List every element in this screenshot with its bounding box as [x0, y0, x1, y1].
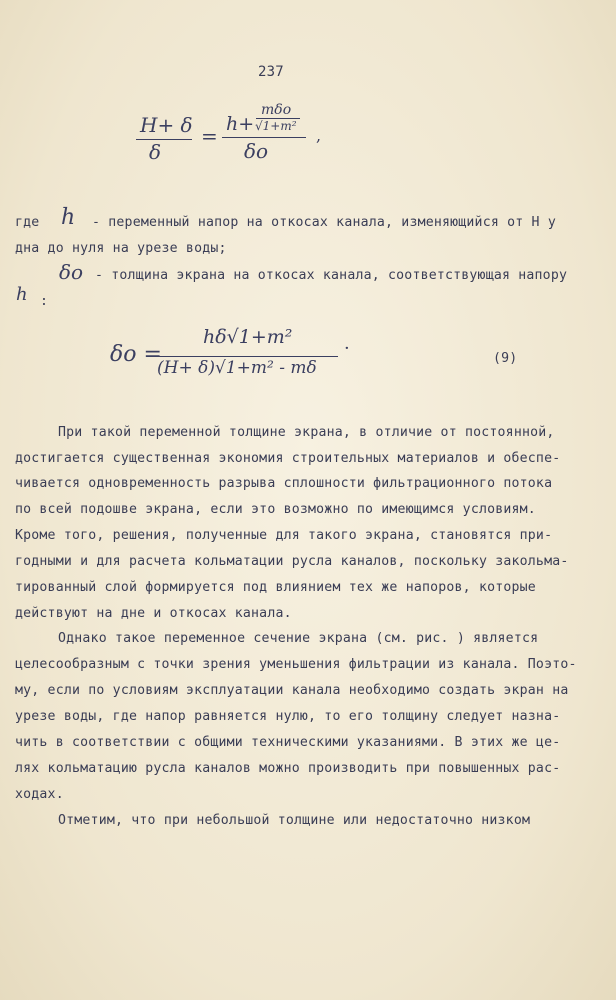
- p1-line: достигается существенная экономия строительных материалов и обеспе-: [15, 451, 561, 466]
- symbol-h-2: h: [16, 284, 28, 305]
- definition-delta0-colon: :: [40, 294, 49, 309]
- p1-line: При такой переменной толщине экрана, в отличие от постоянной,: [58, 425, 555, 440]
- formula2-denominator: (H+ δ)√1+m² - mδ: [157, 358, 317, 378]
- p2-line: урезе воды, где напор равняется нулю, то его толщину следует назна-: [15, 709, 561, 724]
- page-number: 237: [258, 64, 284, 80]
- p1-line: годными и для расчета кольматации русла каналов, поскольку закольма-: [15, 554, 569, 569]
- formula1-lhs-numerator: H+ δ: [140, 113, 193, 137]
- p2-line: Однако такое переменное сечение экрана (см. рис. ) является: [58, 631, 539, 646]
- formula2-dot: ·: [344, 338, 350, 359]
- p1-line: чивается одновременность разрыва сплошности фильтрационного потока: [15, 476, 553, 491]
- equation-number: (9): [493, 351, 518, 366]
- formula1-rhs-inner-denominator: √1+m²: [255, 119, 297, 133]
- formula1-rhs-fraction-bar: [222, 137, 306, 138]
- formula1-equals: =: [201, 124, 218, 148]
- formula2-numerator: hδ√1+m²: [203, 326, 293, 348]
- formula1-lhs-denominator: δ: [149, 140, 162, 164]
- p1-line: действуют на дне и откосах канала.: [15, 606, 292, 621]
- formula1-lhs-fraction-bar: [136, 139, 192, 140]
- formula1-comma: ,: [316, 126, 322, 145]
- p3-line: Отметим, что при небольшой толщине или недостаточно низком: [58, 813, 531, 828]
- formula2-fraction-bar: [156, 356, 338, 357]
- symbol-delta0: δo: [59, 260, 84, 284]
- p2-line: ходах.: [15, 787, 64, 802]
- p1-line: Кроме того, решения, полученные для такого экрана, становятся при-: [15, 528, 553, 543]
- p2-line: чить в соответствии с общими техническими указаниями. В этих же це-: [15, 735, 561, 750]
- p1-line: тированный слой формируется под влиянием тех же напоров, которые: [15, 580, 536, 595]
- p2-line: му, если по условиям эксплуатации канала необходимо создать экран на: [15, 683, 569, 698]
- symbol-h: h: [61, 205, 76, 230]
- definition-h-line2: дна до нуля на урезе воды;: [15, 241, 227, 256]
- p2-line: лях кольматацию русла каналов можно производить при повышенных рас-: [15, 761, 561, 776]
- p2-line: целесообразным с точки зрения уменьшения фильтрации из канала. Поэто-: [15, 657, 577, 672]
- formula1-rhs-h: h+: [226, 113, 255, 135]
- definition-delta0-line1: - толщина экрана на откосах канала, соответствующая напору: [95, 268, 568, 283]
- definition-lead: где: [15, 215, 40, 230]
- p1-line: по всей подошве экрана, если это возможно по имеющимся условиям.: [15, 502, 536, 517]
- formula1-rhs-denominator: δo: [244, 139, 269, 163]
- definition-h-line1: - переменный напор на откосах канала, изменяющийся от Н у: [92, 215, 556, 230]
- formula2-lhs: δo =: [110, 342, 162, 367]
- formula1-rhs-inner-numerator: mδo: [261, 102, 292, 118]
